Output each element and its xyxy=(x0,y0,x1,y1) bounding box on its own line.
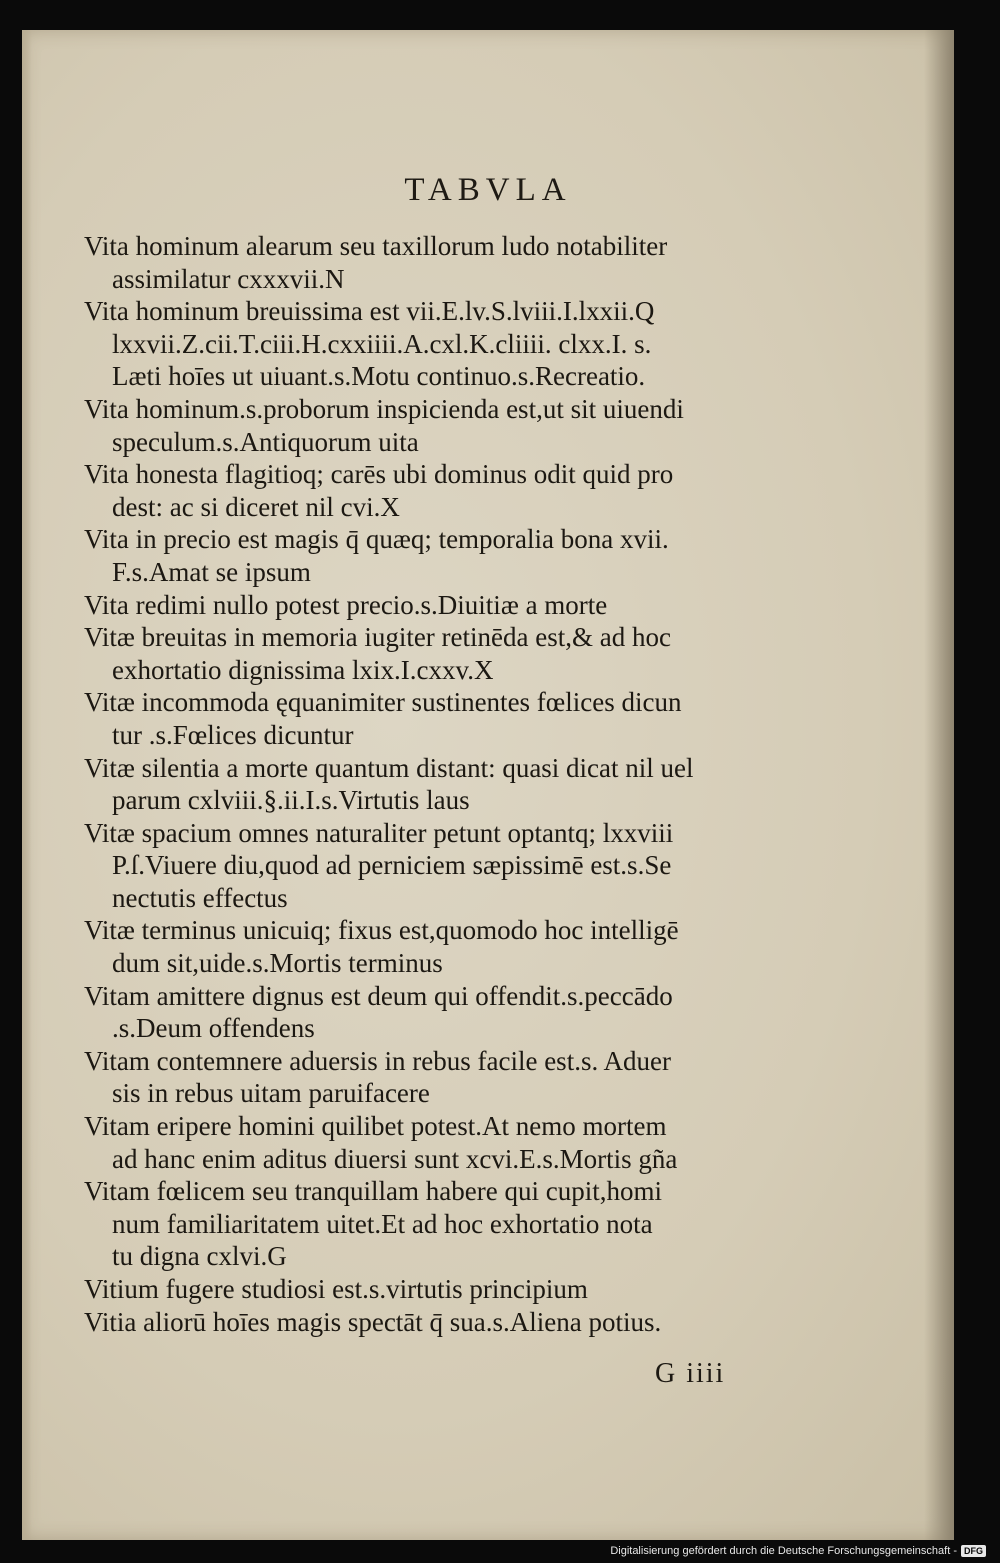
entry-line: Vitæ spacium omnes naturaliter petunt optantq; lxxviii xyxy=(84,817,674,848)
index-entry xyxy=(84,393,814,458)
index-entry xyxy=(84,621,814,686)
entry-line: Vitam fœlicem seu tranquillam habere qui cupit,homi xyxy=(84,1176,662,1207)
page-edge-left xyxy=(22,30,32,1540)
index-entry xyxy=(84,523,814,588)
footer-credit: Digitalisierung gefördert durch die Deutsche Forschungsgemeinschaft - xyxy=(610,1545,957,1557)
entry-continuation-line: P.ſ.Viuere diu,quod ad perniciem sæpissimē est.s.Se xyxy=(112,850,672,881)
entry-continuation-line: parum cxlviii.§.ii.I.s.Virtutis laus xyxy=(112,785,470,816)
entry-continuation-line: lxxvii.Z.cii.T.ciii.H.cxxiiii.A.cxl.K.cliiii. clxx.I. s. xyxy=(112,328,652,359)
index-entry xyxy=(84,686,814,751)
index-entry xyxy=(84,980,814,1045)
index-entry xyxy=(84,295,814,393)
entry-line: Vitia aliorū hoīes magis spectāt q̄ sua.s.Aliena potius. xyxy=(84,1306,662,1337)
entry-line: Vitam amittere dignus est deum qui offendit.s.peccādo xyxy=(84,980,673,1011)
dfg-logo-icon: DFG xyxy=(961,1545,986,1557)
entry-line: Vitæ terminus unicuiq; fixus est,quomodo hoc intelligē xyxy=(84,915,679,946)
entry-line: Vitium fugere studiosi est.s.virtutis principium xyxy=(84,1274,588,1304)
entry-continuation-line: assimilatur cxxxvii.N xyxy=(112,263,345,294)
entry-continuation-line: Læti hoīes ut uiuant.s.Motu continuo.s.Recreatio. xyxy=(112,361,646,392)
index-entry xyxy=(84,914,814,979)
entry-line: Vitæ breuitas in memoria iugiter retinēda est,& ad hoc xyxy=(84,622,671,653)
entry-line: Vita hominum breuissima est vii.E.lv.S.lviii.I.lxxii.Q xyxy=(84,296,655,327)
entry-line: Vitæ silentia a morte quantum distant: quasi dicat nil uel xyxy=(84,752,694,783)
entry-line: Vita redimi nullo potest precio.s.Diuitiæ a morte xyxy=(84,589,608,620)
entry-continuation-line: ad hanc enim aditus diuersi sunt xcvi.E.s.Mortis gña xyxy=(112,1143,678,1174)
entry-continuation-line: dest: ac si diceret nil cvi.X xyxy=(112,491,400,522)
entry-line: Vita hominum alearum seu taxillorum ludo notabiliter xyxy=(84,231,668,261)
index-entry xyxy=(84,1175,814,1273)
entry-continuation-line: nectutis effectus xyxy=(112,882,288,913)
index-entry xyxy=(84,589,814,622)
index-entry xyxy=(84,752,814,817)
entry-continuation-line: sis in rebus uitam paruifacere xyxy=(112,1078,430,1109)
entry-line: Vitam eripere homini quilibet potest.At nemo mortem xyxy=(84,1111,667,1142)
index-entry xyxy=(84,1110,814,1175)
entry-continuation-line: speculum.s.Antiquorum uita xyxy=(112,426,419,457)
index-entry xyxy=(84,458,814,523)
entry-continuation-line: F.s.Amat se ipsum xyxy=(112,556,311,587)
entry-continuation-line: exhortatio dignissima lxix.I.cxxv.X xyxy=(112,654,494,685)
index-entry xyxy=(84,230,814,295)
signature-mark: G iiii xyxy=(655,1358,726,1389)
entry-line: Vita honesta flagitioq; carēs ubi dominus odit quid pro xyxy=(84,459,674,490)
index-entry xyxy=(84,817,814,915)
entry-continuation-line: dum sit,uide.s.Mortis terminus xyxy=(112,948,443,979)
page-edge-right xyxy=(924,30,954,1540)
entry-continuation-line: num familiaritatem uitet.Et ad hoc exhortatio nota xyxy=(112,1208,653,1239)
entry-line: Vita hominum.s.proborum inspicienda est,ut sit uiuendi xyxy=(84,393,684,424)
entry-continuation-line: tur .s.Fœlices dicuntur xyxy=(112,719,354,750)
index-entry xyxy=(84,1306,814,1339)
index-entry xyxy=(84,1045,814,1110)
entry-continuation-line: tu digna cxlvi.G xyxy=(112,1241,287,1272)
entry-line: Vitam contemnere aduersis in rebus facile est.s. Aduer xyxy=(84,1045,671,1076)
page-heading: TABVLA xyxy=(404,172,572,208)
index-entry xyxy=(84,1273,814,1306)
entry-continuation-line: .s.Deum offendens xyxy=(112,1013,315,1044)
entry-line: Vitæ incommoda ęquanimiter sustinentes fœlices dicun xyxy=(84,687,682,718)
entry-line: Vita in precio est magis q̄ quæq; temporalia bona xvii. xyxy=(84,524,669,555)
digitization-footer xyxy=(610,1545,986,1557)
index-entries xyxy=(84,230,814,1338)
book-page xyxy=(22,30,954,1540)
